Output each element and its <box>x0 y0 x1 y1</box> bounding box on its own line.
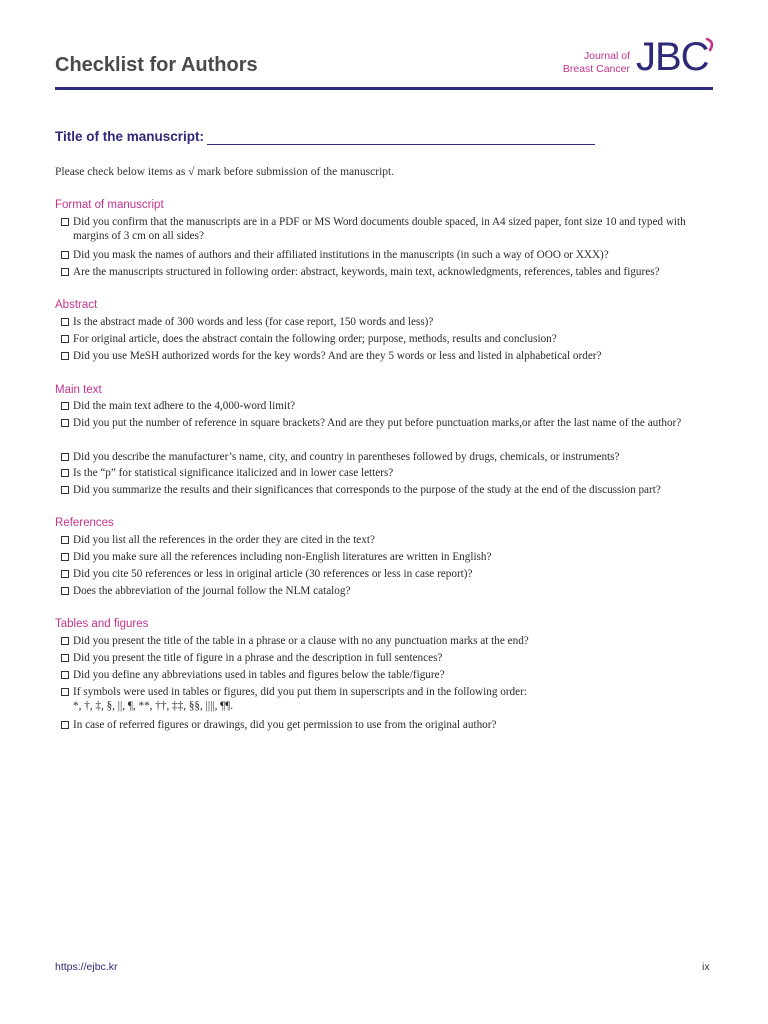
checkbox[interactable] <box>61 268 69 276</box>
checklist-item[interactable]: Is the “p” for statistical significance italicized and in lower case letters? <box>61 466 716 480</box>
checklist-item[interactable]: Are the manuscripts structured in following order: abstract, keywords, main text, acknowledgments, references, tables and figures? <box>61 265 716 279</box>
checklist-item[interactable]: Did you put the number of reference in square brackets? And are they put before punctuation marks,or after the last name of the author? <box>61 416 716 430</box>
checklist-item[interactable]: Did you cite 50 references or less in original article (30 references or less in case report)? <box>61 567 716 581</box>
checklist-item[interactable]: Did you describe the manufacturer’s name, city, and country in parentheses followed by drugs, chemicals, or instruments? <box>61 450 716 464</box>
section-heading-tables-figures: Tables and figures <box>55 618 149 630</box>
checkbox[interactable] <box>61 671 69 679</box>
checkbox[interactable] <box>61 486 69 494</box>
checkbox[interactable] <box>61 654 69 662</box>
page-number: ix <box>702 961 710 973</box>
section-heading-format: Format of manuscript <box>55 199 164 211</box>
checkbox[interactable] <box>61 721 69 729</box>
checklist-item[interactable]: Did you confirm that the manuscripts are in a PDF or MS Word documents double spaced, in A4 sized paper, font size 10 and typed with margins of 3 cm on all sides? <box>61 215 716 243</box>
checkbox[interactable] <box>61 536 69 544</box>
checklist-item[interactable]: Did you summarize the results and their significances that corresponds to the purpose of the study at the end of the discussion part? <box>61 483 716 497</box>
checkbox[interactable] <box>61 318 69 326</box>
checkbox[interactable] <box>61 419 69 427</box>
jbc-logo: JBC <box>636 35 709 79</box>
checklist-item[interactable]: Did the main text adhere to the 4,000-word limit? <box>61 399 716 413</box>
checklist-item[interactable]: For original article, does the abstract contain the following order; purpose, methods, results and conclusion? <box>61 332 716 346</box>
checkbox[interactable] <box>61 352 69 360</box>
journal-name <box>563 50 630 76</box>
checklist-item[interactable]: Did you make sure all the references including non-English literatures are written in English? <box>61 550 716 564</box>
checklist-item[interactable]: Did you present the title of figure in a phrase and the description in full sentences? <box>61 651 716 665</box>
checkbox[interactable] <box>61 570 69 578</box>
instruction-text: Please check below items as √ mark before submission of the manuscript. <box>55 166 395 178</box>
journal-name-line1: Journal of <box>583 50 630 62</box>
checkbox[interactable] <box>61 335 69 343</box>
section-heading-references: References <box>55 517 114 529</box>
checklist-item[interactable]: Did you mask the names of authors and their affiliated institutions in the manuscripts (in such a way of OOO or XXX)? <box>61 248 716 262</box>
checkbox[interactable] <box>61 587 69 595</box>
checkbox[interactable] <box>61 402 69 410</box>
checklist-item[interactable]: Did you present the title of the table in a phrase or a clause with no any punctuation marks at the end? <box>61 634 716 648</box>
checkbox[interactable] <box>61 637 69 645</box>
checklist-item[interactable]: In case of referred figures or drawings, did you get permission to use from the original author? <box>61 718 716 732</box>
checklist-item[interactable]: Does the abbreviation of the journal follow the NLM catalog? <box>61 584 716 598</box>
checkbox[interactable] <box>61 453 69 461</box>
checkbox[interactable] <box>61 218 69 226</box>
section-heading-abstract: Abstract <box>55 299 98 311</box>
manuscript-title-input-line[interactable] <box>207 144 595 145</box>
checklist-item[interactable]: Is the abstract made of 300 words and less (for case report, 150 words and less)? <box>61 315 716 329</box>
journal-name-line2: Breast Cancer <box>562 63 630 75</box>
manuscript-title-label: Title of the manuscript: <box>55 129 205 144</box>
checkbox[interactable] <box>61 688 69 696</box>
section-heading-main-text: Main text <box>55 384 102 396</box>
checklist-item[interactable]: If symbols were used in tables or figures, did you put them in superscripts and in the following order: *, †, ‡, §, ||, ¶, **, ††, ‡‡, §§, ||||, ¶¶. <box>61 685 716 713</box>
checklist-item[interactable]: Did you use MeSH authorized words for the key words? And are they 5 words or less and listed in alphabetical order? <box>61 349 716 363</box>
checklist-item[interactable]: Did you define any abbreviations used in tables and figures below the table/figure? <box>61 668 716 682</box>
checkbox[interactable] <box>61 553 69 561</box>
checkbox[interactable] <box>61 251 69 259</box>
checklist-item[interactable]: Did you list all the references in the order they are cited in the text? <box>61 533 716 547</box>
checkbox[interactable] <box>61 469 69 477</box>
symbol-order-line: *, †, ‡, §, ||, ¶, **, ††, ‡‡, §§, ||||, ¶¶. <box>73 700 234 712</box>
logo-swoosh-icon <box>705 38 717 52</box>
header-rule <box>55 87 713 90</box>
footer-url-link[interactable]: https://ejbc.kr <box>55 961 118 973</box>
page-title: Checklist for Authors <box>55 54 258 76</box>
